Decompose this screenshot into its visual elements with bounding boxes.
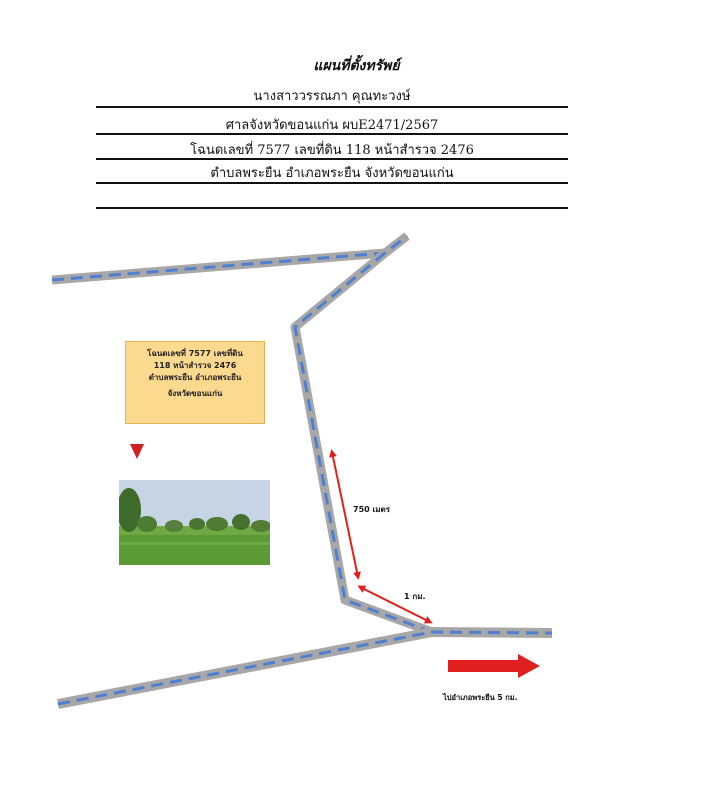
deed-info: โฉนดเลขที่ 7577 เลขที่ดิน 118 หน้าสำรวจ 2476 <box>190 143 474 158</box>
property-label-line: ตำบลพระยืน อำเภอพระยืน <box>148 373 242 382</box>
court-case: ศาลจังหวัดขอนแก่น ผบE2471/2567 <box>225 118 439 133</box>
road-main <box>295 253 432 632</box>
location-info: ตำบลพระยืน อำเภอพระยืน จังหวัดขอนแก่น <box>210 166 454 181</box>
direction-arrow-icon <box>448 654 540 678</box>
property-label-line: 118 หน้าสำรวจ 2476 <box>153 361 237 370</box>
location-marker-icon <box>130 444 144 459</box>
property-label-line: โฉนดเลขที่ 7577 เลขที่ดิน <box>147 349 243 358</box>
owner-name: นางสาววรรณภา คุณทะวงษ์ <box>253 89 411 104</box>
map-title: แผนที่ตั้งทรัพย์ <box>313 58 400 74</box>
property-label-line: จังหวัดขอนแก่น <box>167 389 223 398</box>
property-label <box>125 341 265 424</box>
distance-label-750m: 750 เมตร <box>353 505 390 514</box>
direction-label: ไปอำเภอพระยืน 5 กม. <box>443 693 518 702</box>
property-photo <box>119 480 270 565</box>
distance-label-1km: 1 กม. <box>404 592 426 601</box>
